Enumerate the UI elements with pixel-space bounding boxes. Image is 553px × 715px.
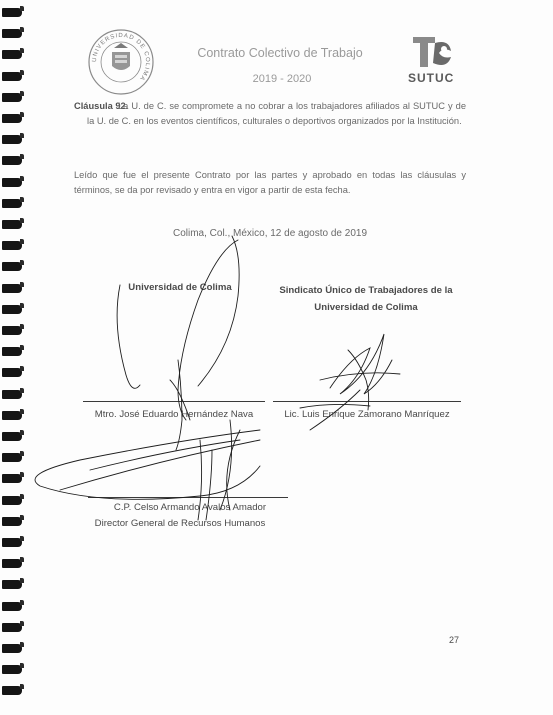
spiral-binding bbox=[0, 0, 30, 715]
binding-coil bbox=[2, 262, 22, 271]
binding-coil bbox=[2, 390, 22, 399]
party-union bbox=[266, 282, 466, 316]
binding-coil bbox=[2, 156, 22, 165]
svg-text:UNIVERSIDAD DE COLIMA: UNIVERSIDAD DE COLIMA bbox=[91, 32, 151, 82]
binding-coil bbox=[2, 496, 22, 505]
clause-text: La U. de C. se compromete a no cobrar a los trabajadores afiliados al SUTUC y de la U. de C. en los eventos científicos, culturales o deportivos organizados por la Institución. bbox=[87, 101, 466, 126]
binding-coil bbox=[2, 602, 22, 611]
sutuc-label: SUTUC bbox=[408, 71, 455, 85]
binding-coil bbox=[2, 538, 22, 547]
signature-line-left bbox=[83, 401, 265, 402]
binding-coil bbox=[2, 474, 22, 483]
binding-coil bbox=[2, 559, 22, 568]
contract-title: Contrato Colectivo de Trabajo bbox=[197, 46, 363, 60]
party-university: Universidad de Colima bbox=[128, 282, 232, 293]
binding-coil bbox=[2, 135, 22, 144]
binding-coil bbox=[2, 326, 22, 335]
binding-coil bbox=[2, 178, 22, 187]
page-number: 27 bbox=[449, 635, 460, 645]
binding-coil bbox=[2, 50, 22, 59]
binding-coil bbox=[2, 517, 22, 526]
binding-coil bbox=[2, 284, 22, 293]
signatory-bottom-role: Director General de Recursos Humanos bbox=[94, 518, 266, 529]
binding-coil bbox=[2, 368, 22, 377]
binding-coil bbox=[2, 411, 22, 420]
binding-coil bbox=[2, 29, 22, 38]
binding-coil bbox=[2, 665, 22, 674]
signature-line-right bbox=[273, 401, 461, 402]
contract-years: 2019 - 2020 bbox=[252, 73, 312, 85]
signatory-right-name: Lic. Luis Enrique Zamorano Manríquez bbox=[284, 409, 450, 420]
signature-line-bottom bbox=[88, 497, 288, 498]
binding-coil bbox=[2, 305, 22, 314]
party-union-line1: Sindicato Único de Trabajadores de la bbox=[279, 285, 453, 296]
binding-coil bbox=[2, 347, 22, 356]
closing-paragraph: Leído que fue el presente Contrato por las partes y aprobado en todas las cláusulas y términos, se da por revisado y entra en vigor a partir de esta fecha. bbox=[74, 170, 466, 195]
signatory-bottom-name: C.P. Celso Armando Avalos Amador bbox=[113, 502, 267, 513]
clause-92 bbox=[74, 99, 466, 129]
binding-coil bbox=[2, 93, 22, 102]
binding-coil bbox=[2, 453, 22, 462]
university-seal-icon bbox=[87, 28, 155, 96]
place-date: Colima, Col., México, 12 de agosto de 2019 bbox=[173, 228, 367, 239]
binding-coil bbox=[2, 199, 22, 208]
binding-coil bbox=[2, 241, 22, 250]
clause-label: Cláusula 92. bbox=[74, 101, 129, 111]
binding-coil bbox=[2, 580, 22, 589]
binding-coil bbox=[2, 686, 22, 695]
binding-coil bbox=[2, 114, 22, 123]
binding-coil bbox=[2, 623, 22, 632]
signatory-left-name: Mtro. José Eduardo Hernández Nava bbox=[94, 409, 254, 420]
binding-coil bbox=[2, 220, 22, 229]
binding-coil bbox=[2, 432, 22, 441]
binding-coil bbox=[2, 8, 22, 17]
binding-coil bbox=[2, 72, 22, 81]
party-union-line2: Universidad de Colima bbox=[314, 302, 418, 313]
binding-coil bbox=[2, 644, 22, 653]
